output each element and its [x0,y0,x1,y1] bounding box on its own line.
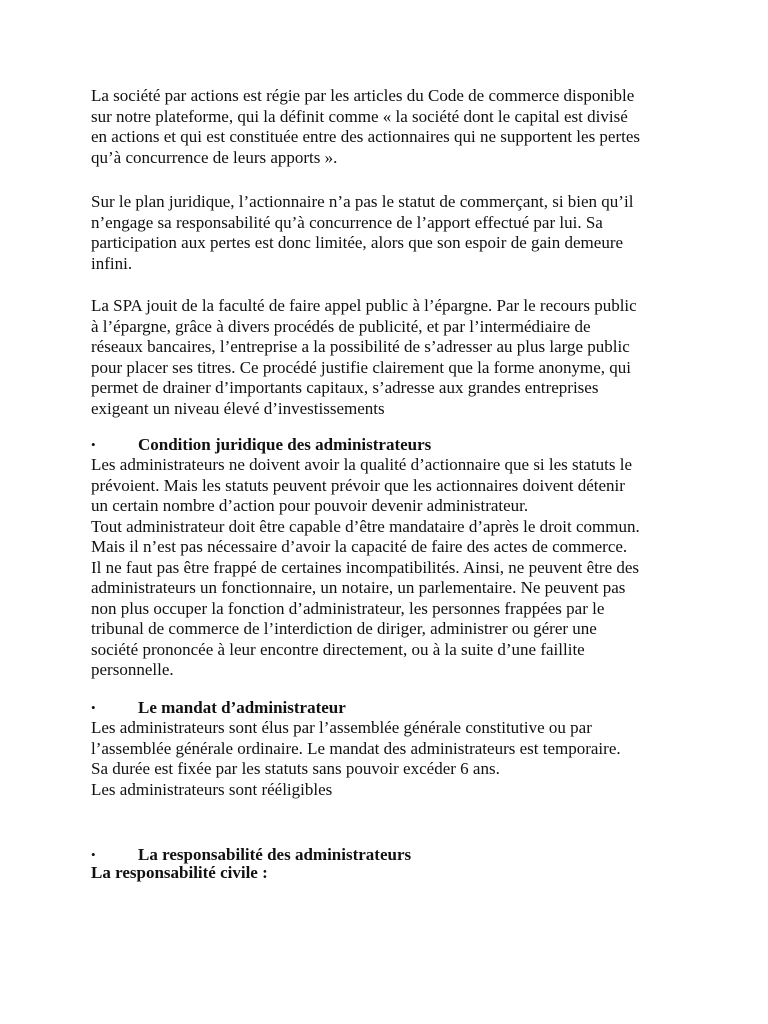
public-offering-paragraph [91,296,691,419]
text-line: Sa durée est fixée par les statuts sans pouvoir excéder 6 ans. [91,759,500,778]
section-heading-condition [91,434,691,455]
section-heading-mandate [91,697,691,718]
text-line: exigeant un niveau élevé d’investissements [91,398,385,418]
text-line: pour placer ses titres. Ce procédé justifie clairement que la forme anonyme, qui [91,357,632,377]
text-line: société prononcée à leur encontre directement, ou à la suite d’une faillite [91,639,585,659]
text-line: en actions et qui est constituée entre des actionnaires qui ne supportent les pertes [91,127,641,146]
section-title: Le mandat d’administrateur [138,698,346,717]
section-heading-responsibility [91,844,691,865]
text-line: prévoient. Mais les statuts peuvent prévoir que les actionnaires doivent détenir [91,475,625,495]
text-line: Sur le plan juridique, l’actionnaire n’a pas le statut de commerçant, si bien qu’il [91,192,634,211]
subheading-text: La responsabilité civile : [91,863,268,882]
text-line: Les administrateurs ne doivent avoir la qualité d’actionnaire que si les statuts le [91,455,633,474]
text-line: permet de drainer d’importants capitaux, s’adresse aux grandes entreprises [91,378,599,397]
legal-status-paragraph [91,192,691,274]
text-line: non plus occuper la fonction d’administrateur, les personnes frappées par le [91,598,605,618]
mandate-body [91,718,691,800]
intro-paragraph [91,86,691,168]
text-line: l’assemblée générale ordinaire. Le mandat des administrateurs est temporaire. [91,738,621,758]
text-line: administrateurs un fonctionnaire, un notaire, un parlementaire. Ne peuvent pas [91,578,626,597]
text-line: infini. [91,253,133,273]
text-line: réseaux bancaires, l’entreprise a la possibilité de s’adresser au plus large public [91,337,630,356]
text-line: qu’à concurrence de leurs apports ». [91,147,338,167]
text-line: tribunal de commerce de l’interdiction de diriger, administrer ou gérer une [91,619,597,638]
text-line: Les administrateurs sont rééligibles [91,779,333,799]
text-line: La société par actions est régie par les articles du Code de commerce disponible [91,86,635,105]
text-line: Tout administrateur doit être capable d’être mandataire d’après le droit commun. [91,516,640,536]
text-line: sur notre plateforme, qui la définit comme « la société dont le capital est divisé [91,106,628,126]
text-line: personnelle. [91,660,174,679]
text-line: Les administrateurs sont élus par l’assemblée générale constitutive ou par [91,718,592,737]
bullet-icon: • [91,437,96,452]
text-line: un certain nombre d’action pour pouvoir devenir administrateur. [91,496,529,515]
text-line: n’engage sa responsabilité qu’à concurrence de l’apport effectué par lui. Sa [91,212,603,232]
section-title: La responsabilité des administrateurs [138,845,412,864]
bullet-icon: • [91,700,96,715]
text-line: La SPA jouit de la faculté de faire appel public à l’épargne. Par le recours public [91,296,637,315]
text-line: Il ne faut pas être frappé de certaines incompatibilités. Ainsi, ne peuvent être des [91,557,640,577]
civil-responsibility-subheading [91,863,691,884]
text-line: participation aux pertes est donc limitée, alors que son espoir de gain demeure [91,233,624,252]
section-title: Condition juridique des administrateurs [138,435,432,454]
text-line: à l’épargne, grâce à divers procédés de publicité, et par l’intermédiaire de [91,316,591,336]
condition-body [91,455,691,681]
bullet-icon: • [91,847,96,862]
text-line: Mais il n’est pas nécessaire d’avoir la capacité de faire des actes de commerce. [91,537,628,556]
